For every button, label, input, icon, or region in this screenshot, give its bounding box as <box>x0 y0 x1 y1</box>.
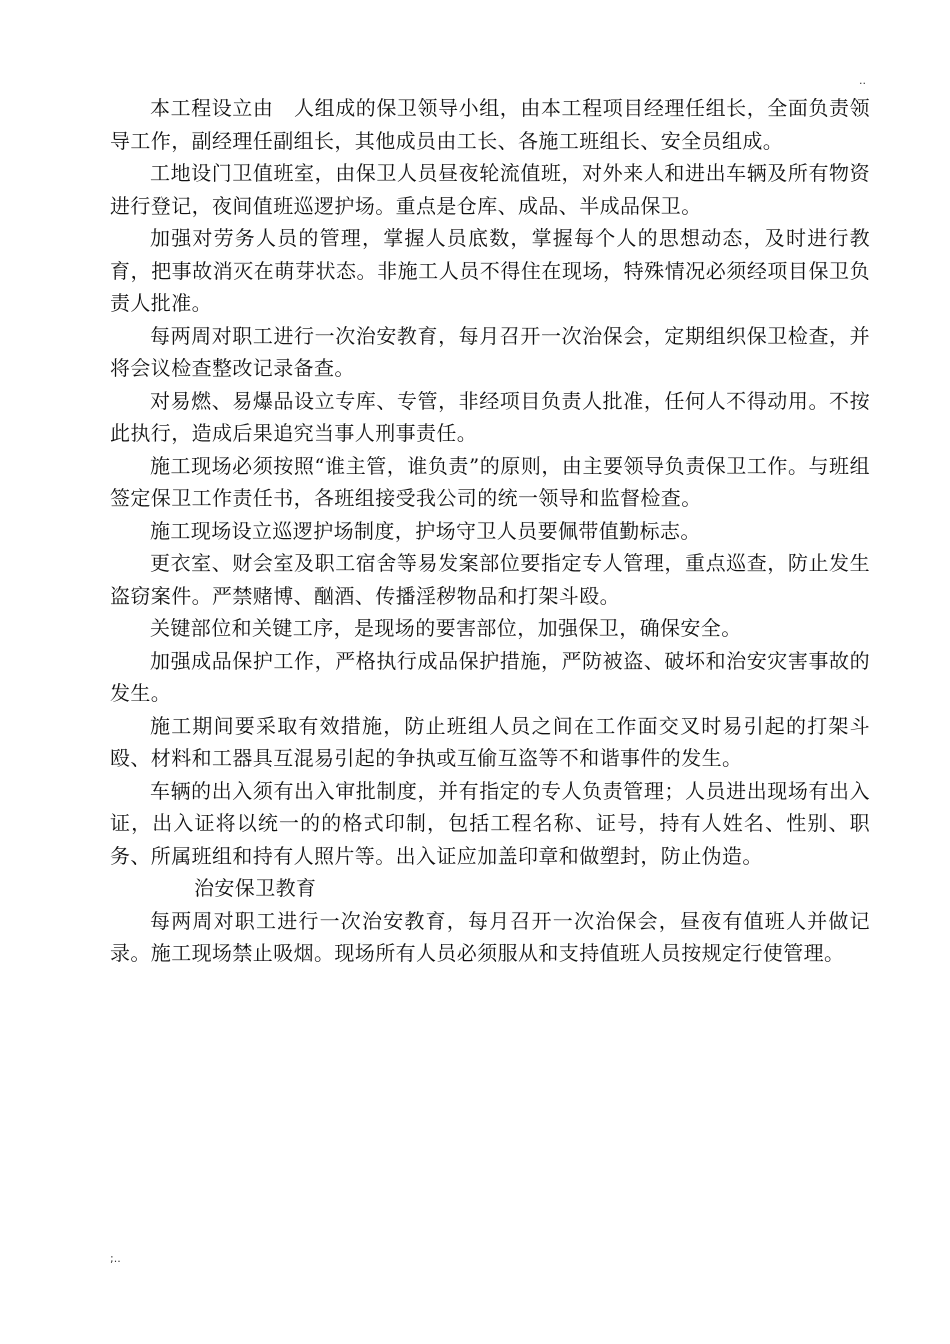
page-corner-mark-bottom: ;.. <box>110 1252 121 1265</box>
paragraph: 施工期间要采取有效措施，防止班组人员之间在工作面交叉时易引起的打架斗殴、材料和工器具互混易引起的争执或互偷互盗等不和谐事件的发生。 <box>110 713 870 770</box>
paragraph: 更衣室、财会室及职工宿舍等易发案部位要指定专人管理，重点巡查，防止发生盗窃案件。严禁赌博、酗酒、传播淫秽物品和打架斗殴。 <box>110 551 870 608</box>
paragraph: 对易燃、易爆品设立专库、专管，非经项目负责人批准，任何人不得动用。不按此执行，造成后果追究当事人刑事责任。 <box>110 388 870 445</box>
paragraph: 施工现场设立巡逻护场制度，护场守卫人员要佩带值勤标志。 <box>150 518 701 543</box>
paragraph: 加强对劳务人员的管理，掌握人员底数，掌握每个人的思想动态，及时进行教育，把事故消灭在萌芽状态。非施工人员不得住在现场，特殊情况必须经项目保卫负责人批准。 <box>110 226 870 315</box>
paragraph: 关键部位和关键工序，是现场的要害部位，加强保卫，确保安全。 <box>150 616 742 640</box>
page-corner-mark-top: .. <box>859 74 866 87</box>
paragraph: 每两周对职工进行一次治安教育，每月召开一次治保会，昼夜有值班人并做记录。施工现场禁止吸烟。现场所有人员必须服从和支持值班人员按规定行使管理。 <box>110 908 870 965</box>
paragraph: 车辆的出入须有出入审批制度，并有指定的专人负责管理；人员进出现场有出入证，出入证将以统一的的格式印制，包括工程名称、证号，持有人姓名、性别、职务、所属班组和持有人照片等。出入证应加盖印章和做塑封，防止伪造。 <box>110 778 870 868</box>
paragraph: 加强成品保护工作，严格执行成品保护措施，严防被盗、破坏和治安灾害事故的发生。 <box>110 648 870 705</box>
document-body <box>110 92 870 970</box>
paragraph: 每两周对职工进行一次治安教育，每月召开一次治保会，定期组织保卫检查，并将会议检查整改记录备查。 <box>110 323 870 380</box>
paragraph: 工地设门卫值班室，由保卫人员昼夜轮流值班，对外来人和进出车辆及所有物资进行登记，夜间值班巡逻护场。重点是仓库、成品、半成品保卫。 <box>110 161 870 218</box>
paragraph: 施工现场必须按照“谁主管，谁负责”的原则，由主要领导负责保卫工作。与班组签定保卫工作责任书，各班组接受我公司的统一领导和监督检查。 <box>110 453 870 510</box>
paragraph: 本工程设立由 人组成的保卫领导小组，由本工程项目经理任组长，全面负责领导工作，副经理任副组长，其他成员由工长、各施工班组长、安全员组成。 <box>110 96 870 153</box>
section-heading: 治安保卫教育 <box>194 876 317 900</box>
